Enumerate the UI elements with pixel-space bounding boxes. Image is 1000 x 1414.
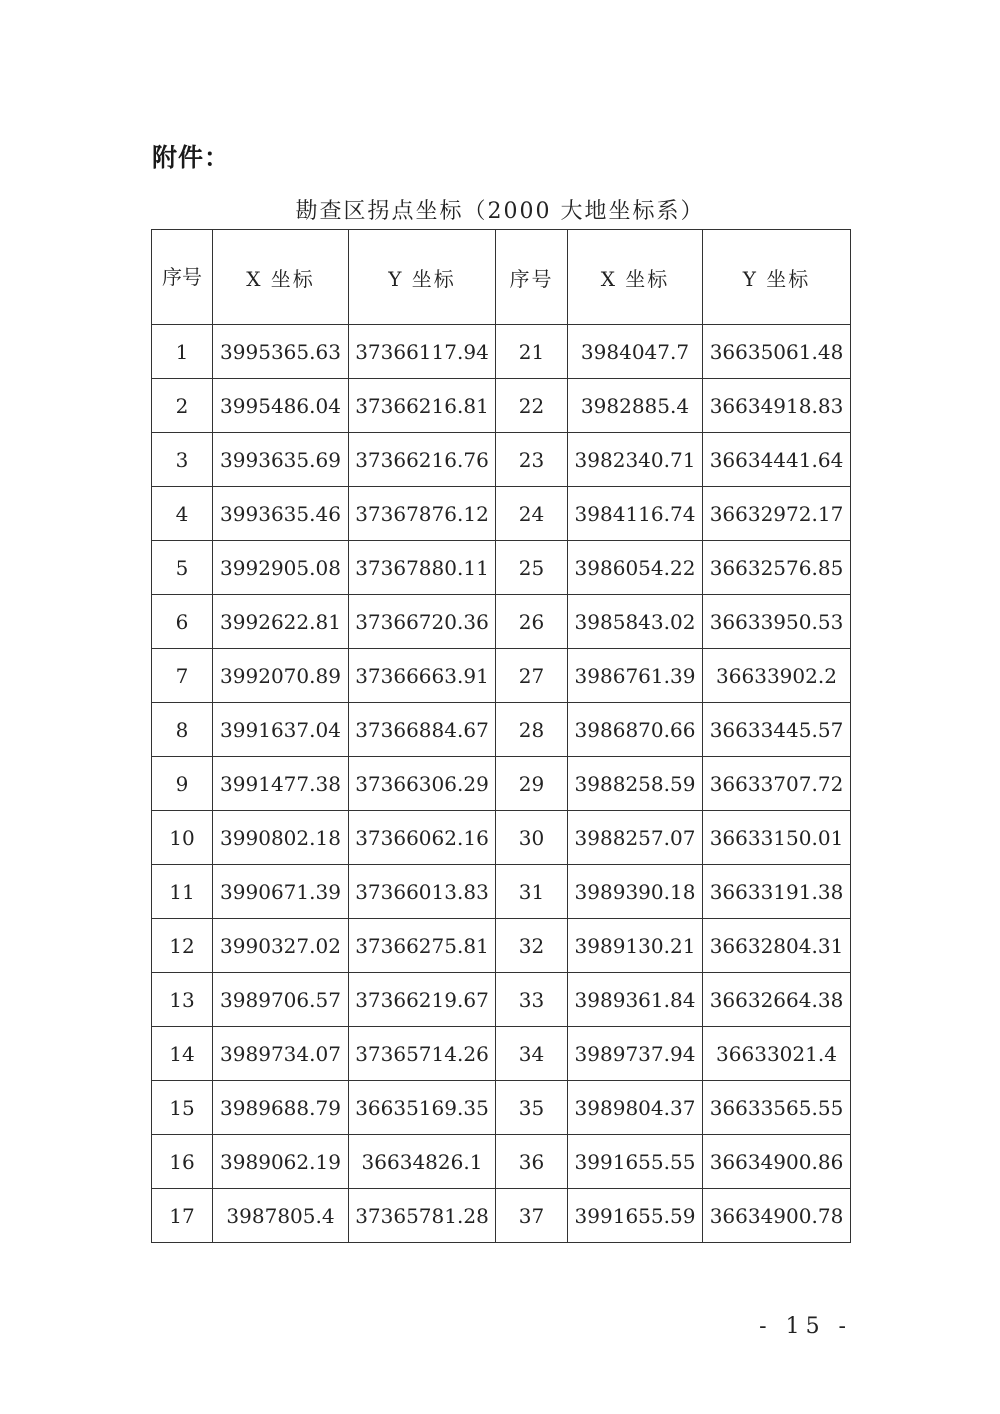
seq-cell: 16 <box>152 1135 213 1189</box>
seq-cell: 15 <box>152 1081 213 1135</box>
table-row <box>152 973 851 1027</box>
y-coord-cell: 36635061.48 <box>703 325 851 379</box>
x-coord-cell: 3989804.37 <box>568 1081 703 1135</box>
y-coord-cell: 37367880.11 <box>349 541 496 595</box>
x-coord-cell: 3989361.84 <box>568 973 703 1027</box>
seq-cell: 22 <box>496 379 568 433</box>
y-coord-cell: 36634900.78 <box>703 1189 851 1243</box>
y-coord-cell: 36633565.55 <box>703 1081 851 1135</box>
header-x-right: X 坐标 <box>568 230 703 325</box>
table-row <box>152 1027 851 1081</box>
table-header-row <box>152 230 851 325</box>
x-coord-cell: 3989688.79 <box>213 1081 349 1135</box>
x-coord-cell: 3989737.94 <box>568 1027 703 1081</box>
table-row <box>152 919 851 973</box>
seq-cell: 13 <box>152 973 213 1027</box>
header-seq-left: 序号 <box>152 230 213 325</box>
y-coord-cell: 37366216.76 <box>349 433 496 487</box>
table-row <box>152 1189 851 1243</box>
seq-cell: 7 <box>152 649 213 703</box>
table-title: 勘查区拐点坐标（2000 大地坐标系） <box>295 199 705 224</box>
y-coord-cell: 36634918.83 <box>703 379 851 433</box>
seq-cell: 4 <box>152 487 213 541</box>
y-coord-cell: 36632804.31 <box>703 919 851 973</box>
x-coord-cell: 3995486.04 <box>213 379 349 433</box>
y-coord-cell: 36634826.1 <box>349 1135 496 1189</box>
x-coord-cell: 3988257.07 <box>568 811 703 865</box>
seq-cell: 23 <box>496 433 568 487</box>
y-coord-cell: 37366720.36 <box>349 595 496 649</box>
seq-cell: 10 <box>152 811 213 865</box>
y-coord-cell: 36634441.64 <box>703 433 851 487</box>
y-coord-cell: 37366306.29 <box>349 757 496 811</box>
y-coord-cell: 37366663.91 <box>349 649 496 703</box>
y-coord-cell: 37365714.26 <box>349 1027 496 1081</box>
seq-cell: 27 <box>496 649 568 703</box>
seq-cell: 37 <box>496 1189 568 1243</box>
seq-cell: 36 <box>496 1135 568 1189</box>
table-row <box>152 811 851 865</box>
table-row <box>152 1081 851 1135</box>
coordinates-table <box>151 229 851 1243</box>
x-coord-cell: 3986870.66 <box>568 703 703 757</box>
x-coord-cell: 3989734.07 <box>213 1027 349 1081</box>
y-coord-cell: 36633707.72 <box>703 757 851 811</box>
x-coord-cell: 3995365.63 <box>213 325 349 379</box>
attachment-label: 附件： <box>152 143 231 172</box>
y-coord-cell: 36633445.57 <box>703 703 851 757</box>
seq-cell: 33 <box>496 973 568 1027</box>
seq-cell: 14 <box>152 1027 213 1081</box>
seq-cell: 2 <box>152 379 213 433</box>
x-coord-cell: 3992622.81 <box>213 595 349 649</box>
seq-cell: 28 <box>496 703 568 757</box>
y-coord-cell: 37366117.94 <box>349 325 496 379</box>
seq-cell: 17 <box>152 1189 213 1243</box>
y-coord-cell: 37367876.12 <box>349 487 496 541</box>
seq-cell: 9 <box>152 757 213 811</box>
x-coord-cell: 3985843.02 <box>568 595 703 649</box>
seq-cell: 1 <box>152 325 213 379</box>
seq-cell: 24 <box>496 487 568 541</box>
table-row <box>152 541 851 595</box>
x-coord-cell: 3991477.38 <box>213 757 349 811</box>
y-coord-cell: 36633150.01 <box>703 811 851 865</box>
header-y-right: Y 坐标 <box>703 230 851 325</box>
seq-cell: 11 <box>152 865 213 919</box>
seq-cell: 12 <box>152 919 213 973</box>
x-coord-cell: 3989062.19 <box>213 1135 349 1189</box>
x-coord-cell: 3990671.39 <box>213 865 349 919</box>
y-coord-cell: 37366216.81 <box>349 379 496 433</box>
seq-cell: 6 <box>152 595 213 649</box>
y-coord-cell: 37366013.83 <box>349 865 496 919</box>
x-coord-cell: 3993635.69 <box>213 433 349 487</box>
table-body <box>152 325 851 1243</box>
y-coord-cell: 36633021.4 <box>703 1027 851 1081</box>
y-coord-cell: 37366219.67 <box>349 973 496 1027</box>
seq-cell: 8 <box>152 703 213 757</box>
y-coord-cell: 37366275.81 <box>349 919 496 973</box>
x-coord-cell: 3990802.18 <box>213 811 349 865</box>
x-coord-cell: 3986761.39 <box>568 649 703 703</box>
seq-cell: 5 <box>152 541 213 595</box>
y-coord-cell: 36634900.86 <box>703 1135 851 1189</box>
x-coord-cell: 3984116.74 <box>568 487 703 541</box>
x-coord-cell: 3984047.7 <box>568 325 703 379</box>
table-row <box>152 1135 851 1189</box>
page-number: - 15 - <box>759 1314 852 1339</box>
x-coord-cell: 3989706.57 <box>213 973 349 1027</box>
seq-cell: 3 <box>152 433 213 487</box>
seq-cell: 34 <box>496 1027 568 1081</box>
seq-cell: 35 <box>496 1081 568 1135</box>
y-coord-cell: 36632972.17 <box>703 487 851 541</box>
table-row <box>152 325 851 379</box>
y-coord-cell: 36633950.53 <box>703 595 851 649</box>
table-row <box>152 703 851 757</box>
y-coord-cell: 36632664.38 <box>703 973 851 1027</box>
x-coord-cell: 3986054.22 <box>568 541 703 595</box>
y-coord-cell: 37366884.67 <box>349 703 496 757</box>
x-coord-cell: 3987805.4 <box>213 1189 349 1243</box>
seq-cell: 29 <box>496 757 568 811</box>
header-x-left: X 坐标 <box>213 230 349 325</box>
x-coord-cell: 3992905.08 <box>213 541 349 595</box>
seq-cell: 31 <box>496 865 568 919</box>
y-coord-cell: 37365781.28 <box>349 1189 496 1243</box>
seq-cell: 30 <box>496 811 568 865</box>
x-coord-cell: 3990327.02 <box>213 919 349 973</box>
x-coord-cell: 3982340.71 <box>568 433 703 487</box>
table-row <box>152 433 851 487</box>
table-row <box>152 379 851 433</box>
y-coord-cell: 36635169.35 <box>349 1081 496 1135</box>
header-seq-right: 序号 <box>496 230 568 325</box>
table-row <box>152 865 851 919</box>
x-coord-cell: 3982885.4 <box>568 379 703 433</box>
table-row <box>152 595 851 649</box>
x-coord-cell: 3989390.18 <box>568 865 703 919</box>
x-coord-cell: 3988258.59 <box>568 757 703 811</box>
y-coord-cell: 36633191.38 <box>703 865 851 919</box>
y-coord-cell: 36632576.85 <box>703 541 851 595</box>
x-coord-cell: 3991655.59 <box>568 1189 703 1243</box>
y-coord-cell: 37366062.16 <box>349 811 496 865</box>
x-coord-cell: 3993635.46 <box>213 487 349 541</box>
header-y-left: Y 坐标 <box>349 230 496 325</box>
table-row <box>152 649 851 703</box>
table-row <box>152 487 851 541</box>
table-row <box>152 757 851 811</box>
y-coord-cell: 36633902.2 <box>703 649 851 703</box>
seq-cell: 32 <box>496 919 568 973</box>
seq-cell: 26 <box>496 595 568 649</box>
x-coord-cell: 3991655.55 <box>568 1135 703 1189</box>
seq-cell: 25 <box>496 541 568 595</box>
x-coord-cell: 3989130.21 <box>568 919 703 973</box>
x-coord-cell: 3992070.89 <box>213 649 349 703</box>
x-coord-cell: 3991637.04 <box>213 703 349 757</box>
seq-cell: 21 <box>496 325 568 379</box>
